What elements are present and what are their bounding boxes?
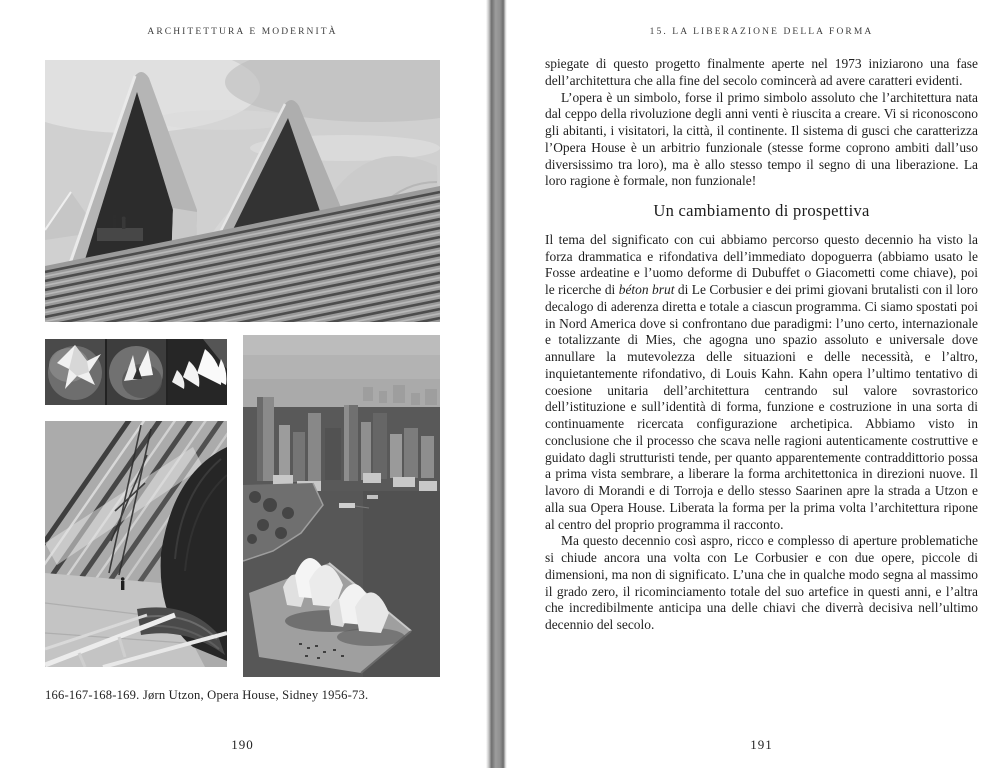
section-heading: Un cambiamento di prospettiva (653, 201, 870, 220)
page-number-right: 191 (750, 737, 773, 752)
photo-aerial-sydney (243, 335, 440, 677)
thumb-sails-silhouette (168, 339, 227, 405)
photo-opera-house-steps (45, 60, 440, 322)
paragraph-3-italic-term: béton brut (618, 282, 675, 297)
paragraph-4: Ma questo decennio così aspro, ricco e complesso di aperture problematiche si chiude ancora una volta con Le Corbusier e con due opere, piccole di dimensioni, ma non di significato. L’una che in qualche modo segna al massimo il grado zero, il ricominciamento totale del suo artefice in questi anni, e l’altra che incredibilmente anticipa una delle chiavi che diverrà decisiva nell’ultimo decennio del secolo. (545, 533, 978, 632)
page-number-left: 190 (231, 737, 254, 752)
book-gutter (486, 0, 507, 768)
running-header-left: ARCHITETTURA E MODERNITÀ (147, 27, 338, 37)
paragraph-2: L’opera è un simbolo, forse il primo simbolo assoluto che l’architettura nata dal ceppo della rivoluzione degli anni venti è riuscita a creare. Vi si riconoscono gli abitanti, i visitatori, la città, il continente. Il sistema di gusci che caratterizza l’Opera House è un arbitrio funzionale (stesse forme coprono ambiti dall’uso diversissimo tra loro), ma è allo stesso tempo il segno di una liberazione. La loro ragione è formale, non funzionale! (545, 89, 978, 189)
right-page (507, 0, 991, 768)
photo-strip-sphere-models (45, 339, 227, 405)
left-page (0, 0, 486, 768)
paragraph-3-text-before: Il tema del significato con cui abbiamo percorso questo decennio ha visto la forza drammatica e rifondativa dell’immediato dopoguerra (abbiamo usato le Fosse ardeatine e l’uomo deforme di Dubuffet o Giacometti come chiave), poi le ricerche di (545, 231, 978, 297)
paragraph-3 (545, 232, 978, 534)
photo-interior-ribs (45, 421, 227, 667)
thumb-sphere-1 (45, 339, 105, 405)
body-text (545, 56, 978, 634)
paragraph-3-text-after: di Le Corbusier e dei primi giovani brutalisti con il loro decalogo di aderenza diretta e totale a ciascun programma. Ci siamo spostati poi in Nord America dove si confrontano due paradigmi: l’uno certo, internazionale e totalizzante di Mies, che agogna uno spazio assoluto e universale dove annullare la mutevolezza delle situazioni e delle necessità, e l’altro, inquietantemente rifondativo, di Louis Kahn. Kahn opera l’ultimo tentativo di coesione unitaria dell’architettura centrando sul valore sovrastorico dell’istituzione e sull’identità di forma, funzione e costruzione in una sorta di continuamente ricercata configurazione archetipica. Abbiamo visto in conclusione che il processo che scava nelle ragioni autenticamente costruttive e guidato dagli strutturisti tende, per quanto apparentemente contraddittorio possa a prima vista sembrare, a liberare la forma architettonica in direzioni nuove. Il lavoro di Morandi e di Torroja e dello stesso Saarinen apre la strada a Utzon e alla sua Opera House. Liberata la forma per la prima volta l’architettura ripone al centro del proprio programma il racconto. (545, 282, 978, 532)
paragraph-1: spiegate di questo progetto finalmente aperte nel 1973 iniziarono una fase dell’architettura che alla fine del secolo comincerà ad avere caratteri evidenti. (545, 56, 978, 88)
running-header-right: 15. LA LIBERAZIONE DELLA FORMA (649, 27, 874, 37)
thumb-sphere-2 (107, 339, 166, 405)
figure-caption: 166-167-168-169. Jørn Utzon, Opera House, Sidney 1956-73. (45, 688, 369, 702)
